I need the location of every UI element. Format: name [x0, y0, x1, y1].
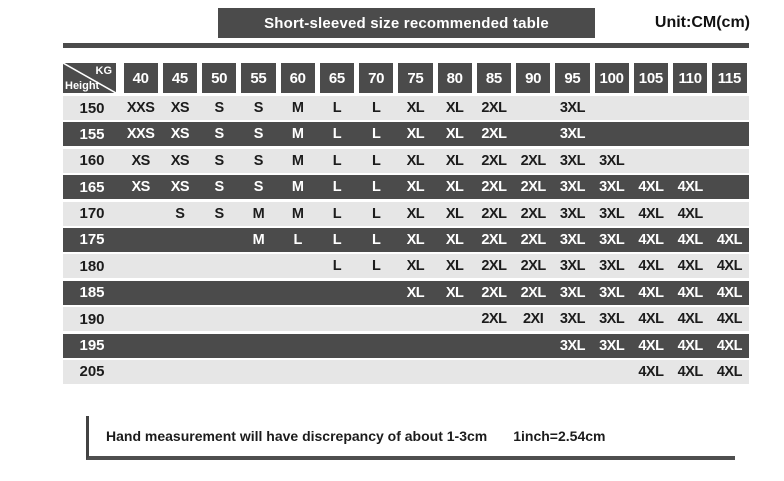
- size-cell: [435, 360, 474, 384]
- size-cell: L: [332, 231, 342, 248]
- size-cell: 2XL: [520, 258, 546, 275]
- weight-col-50: 50: [202, 63, 236, 93]
- weight-col-90: 90: [516, 63, 550, 93]
- size-cell: L: [371, 152, 381, 169]
- size-cell: [160, 228, 199, 252]
- size-cell: 3XL: [559, 152, 585, 169]
- size-cell: [121, 202, 160, 226]
- size-cell: 4XL: [716, 311, 742, 328]
- size-cell: 3XL: [559, 100, 585, 116]
- size-cell: 2XI: [522, 311, 544, 328]
- size-cell: 2XL: [481, 152, 507, 169]
- size-cell: 4XL: [638, 311, 664, 328]
- weight-col-110: 110: [673, 63, 707, 93]
- size-cell: 2XL: [481, 179, 507, 196]
- size-cell: [121, 228, 160, 252]
- size-cell: [592, 96, 631, 120]
- size-cell: M: [291, 179, 304, 196]
- size-cell: L: [371, 231, 381, 248]
- size-cell: 3XL: [599, 231, 625, 248]
- size-cell: XL: [445, 258, 464, 275]
- size-cell: [710, 149, 749, 173]
- table-row-185: [63, 281, 749, 305]
- weight-col-40: 40: [124, 63, 158, 93]
- size-cell: [357, 360, 396, 384]
- size-cell: L: [293, 231, 302, 248]
- corner-height-label: Height: [65, 80, 100, 92]
- height-label-155: 155: [79, 125, 105, 143]
- size-cell: [278, 281, 317, 305]
- size-cell: [474, 334, 513, 358]
- size-cell: [239, 307, 278, 331]
- size-cell: [160, 281, 199, 305]
- top-divider-rule: [63, 43, 749, 48]
- size-cell: 4XL: [677, 337, 703, 354]
- size-cell: [710, 96, 749, 120]
- weight-col-95: 95: [555, 63, 589, 93]
- size-cell: 3XL: [599, 311, 625, 328]
- size-cell: [278, 334, 317, 358]
- size-cell: [396, 334, 435, 358]
- size-cell: 2XL: [481, 258, 507, 275]
- table-row-175: [63, 228, 749, 252]
- size-cell: 3XL: [599, 179, 625, 196]
- size-cell: L: [332, 100, 342, 116]
- size-cell: [160, 360, 199, 384]
- size-cell: 2XL: [481, 231, 507, 248]
- size-cell: [435, 334, 474, 358]
- size-cell: 4XL: [716, 258, 742, 275]
- size-cell: L: [332, 258, 342, 275]
- weight-col-70: 70: [359, 63, 393, 93]
- size-cell: 4XL: [716, 284, 742, 301]
- size-cell: 4XL: [677, 311, 703, 328]
- size-cell: 4XL: [638, 363, 664, 380]
- size-cell: [121, 254, 160, 278]
- size-cell: L: [332, 152, 342, 169]
- size-cell: [631, 96, 670, 120]
- size-cell: [278, 307, 317, 331]
- size-cell: 3XL: [599, 337, 625, 354]
- size-cell: XS: [131, 152, 150, 169]
- size-cell: L: [371, 100, 381, 116]
- weight-col-105: 105: [634, 63, 668, 93]
- size-cell: 4XL: [638, 258, 664, 275]
- size-cell: 4XL: [638, 337, 664, 354]
- size-cell: XS: [170, 100, 190, 116]
- size-cell: [121, 307, 160, 331]
- size-cell: [121, 360, 160, 384]
- size-cell: 3XL: [599, 284, 625, 301]
- table-row-165: [63, 175, 749, 199]
- size-cell: XS: [170, 126, 190, 143]
- height-label-175: 175: [79, 231, 105, 249]
- size-cell: S: [214, 205, 224, 222]
- weight-col-80: 80: [438, 63, 472, 93]
- table-row-160: [63, 149, 749, 173]
- table-row-190: [63, 307, 749, 331]
- size-cell: XL: [406, 126, 425, 143]
- size-cell: M: [291, 100, 304, 116]
- corner-kg-label: KG: [95, 65, 112, 77]
- table-row-205: [63, 360, 749, 384]
- size-cell: 2XL: [520, 179, 546, 196]
- weight-col-75: 75: [398, 63, 432, 93]
- size-cell: 4XL: [716, 363, 742, 380]
- size-cell: S: [214, 152, 224, 169]
- size-cell: [317, 281, 356, 305]
- table-row-170: [63, 202, 749, 226]
- size-cell: XL: [406, 152, 425, 169]
- size-cell: 4XL: [638, 231, 664, 248]
- size-cell: 3XL: [599, 205, 625, 222]
- size-cell: [121, 334, 160, 358]
- size-cell: [239, 334, 278, 358]
- size-cell: [710, 122, 749, 146]
- size-cell: [160, 254, 199, 278]
- size-cell: 4XL: [638, 205, 664, 222]
- height-label-150: 150: [79, 99, 105, 117]
- size-cell: XXS: [126, 100, 155, 116]
- size-cell: [200, 307, 239, 331]
- size-cell: L: [332, 179, 342, 196]
- size-cell: [317, 360, 356, 384]
- size-cell: 3XL: [559, 126, 585, 143]
- size-cell: L: [371, 179, 381, 196]
- size-cell: 2XL: [481, 284, 507, 301]
- size-cell: 3XL: [559, 311, 585, 328]
- size-cell: 4XL: [677, 179, 703, 196]
- size-cell: [631, 122, 670, 146]
- size-cell: L: [371, 258, 381, 275]
- size-cell: [514, 122, 553, 146]
- size-cell: 2XL: [520, 152, 546, 169]
- size-cell: XL: [406, 205, 425, 222]
- size-cell: S: [214, 126, 224, 143]
- size-cell: XL: [406, 179, 425, 196]
- size-cell: [671, 96, 710, 120]
- size-cell: 4XL: [638, 284, 664, 301]
- size-cell: 2XL: [481, 205, 507, 222]
- size-cell: S: [253, 100, 263, 116]
- size-cell: 3XL: [559, 258, 585, 275]
- weight-col-85: 85: [477, 63, 511, 93]
- corner-cell: [63, 63, 116, 93]
- size-cell: XL: [406, 231, 425, 248]
- size-cell: [200, 334, 239, 358]
- size-cell: 3XL: [559, 231, 585, 248]
- height-label-160: 160: [79, 152, 105, 170]
- size-cell: [435, 307, 474, 331]
- size-cell: [474, 360, 513, 384]
- weight-col-60: 60: [281, 63, 315, 93]
- size-cell: S: [253, 126, 263, 143]
- size-cell: [200, 360, 239, 384]
- height-label-165: 165: [79, 178, 105, 196]
- size-cell: [239, 254, 278, 278]
- size-cell: [592, 360, 631, 384]
- size-cell: [317, 334, 356, 358]
- height-label-180: 180: [79, 257, 105, 275]
- size-cell: [357, 281, 396, 305]
- size-cell: 2XL: [520, 205, 546, 222]
- inch-conversion-note: 1inch=2.54cm: [513, 428, 606, 444]
- size-table: [63, 63, 749, 386]
- size-cell: [592, 122, 631, 146]
- size-cell: [239, 281, 278, 305]
- size-cell: 4XL: [677, 258, 703, 275]
- table-row-195: [63, 334, 749, 358]
- weight-col-65: 65: [320, 63, 354, 93]
- height-label-170: 170: [79, 205, 105, 223]
- size-cell: XS: [131, 179, 150, 196]
- size-cell: 4XL: [677, 363, 703, 380]
- size-cell: 2XL: [481, 311, 507, 328]
- size-cell: 3XL: [599, 258, 625, 275]
- size-cell: [121, 281, 160, 305]
- size-cell: [671, 149, 710, 173]
- size-cell: S: [214, 100, 224, 116]
- size-cell: 4XL: [677, 284, 703, 301]
- size-cell: 4XL: [677, 205, 703, 222]
- size-cell: [631, 149, 670, 173]
- unit-label: Unit:CM(cm): [654, 14, 750, 31]
- size-cell: [357, 307, 396, 331]
- size-cell: 2XL: [520, 284, 546, 301]
- weight-col-45: 45: [163, 63, 197, 93]
- size-cell: [514, 360, 553, 384]
- size-cell: [200, 228, 239, 252]
- size-cell: M: [291, 152, 304, 169]
- size-cell: XL: [445, 231, 464, 248]
- size-cell: 2XL: [481, 100, 507, 116]
- size-cell: L: [332, 205, 342, 222]
- size-cell: [357, 334, 396, 358]
- size-cell: XL: [406, 100, 425, 116]
- size-cell: 2XL: [520, 231, 546, 248]
- size-cell: XL: [445, 205, 464, 222]
- size-cell: XL: [445, 284, 464, 301]
- size-cell: [514, 96, 553, 120]
- size-cell: 4XL: [638, 179, 664, 196]
- size-cell: XL: [445, 126, 464, 143]
- weight-col-55: 55: [241, 63, 275, 93]
- table-row-155: [63, 122, 749, 146]
- size-cell: [396, 360, 435, 384]
- size-cell: S: [214, 179, 224, 196]
- size-cell: S: [253, 179, 263, 196]
- size-cell: [396, 307, 435, 331]
- size-cell: L: [371, 126, 381, 143]
- size-cell: 3XL: [559, 179, 585, 196]
- weight-col-100: 100: [595, 63, 629, 93]
- size-cell: M: [252, 205, 265, 222]
- page-title-text: Short-sleeved size recommended table: [264, 14, 549, 32]
- size-cell: [200, 281, 239, 305]
- height-label-195: 195: [79, 337, 105, 355]
- size-cell: S: [253, 152, 263, 169]
- size-cell: [200, 254, 239, 278]
- size-cell: 3XL: [559, 205, 585, 222]
- size-cell: M: [252, 231, 265, 248]
- measurement-note: Hand measurement will have discrepancy of about 1-3cm: [106, 428, 488, 444]
- footer-note-box: [86, 416, 735, 460]
- size-cell: [710, 175, 749, 199]
- size-cell: M: [291, 205, 304, 222]
- size-cell: XS: [170, 152, 190, 169]
- size-cell: 3XL: [559, 284, 585, 301]
- size-cell: [317, 307, 356, 331]
- size-cell: L: [371, 205, 381, 222]
- table-header-row: [63, 63, 749, 93]
- size-cell: [160, 307, 199, 331]
- table-row-180: [63, 254, 749, 278]
- size-cell: [278, 360, 317, 384]
- size-cell: 4XL: [716, 337, 742, 354]
- size-cell: M: [291, 126, 304, 143]
- size-cell: XL: [406, 284, 425, 301]
- table-row-150: [63, 96, 749, 120]
- size-cell: 3XL: [559, 337, 585, 354]
- size-cell: XXS: [126, 126, 155, 143]
- size-cell: L: [332, 126, 342, 143]
- height-label-190: 190: [79, 310, 105, 328]
- size-cell: XL: [406, 258, 425, 275]
- size-cell: [514, 334, 553, 358]
- size-cell: 4XL: [677, 231, 703, 248]
- weight-col-115: 115: [712, 63, 746, 93]
- size-cell: [160, 334, 199, 358]
- size-cell: 4XL: [716, 231, 742, 248]
- size-cell: XL: [445, 100, 464, 116]
- size-cell: [671, 122, 710, 146]
- size-cell: [239, 360, 278, 384]
- size-cell: [278, 254, 317, 278]
- size-cell: XL: [445, 152, 464, 169]
- size-cell: XS: [170, 179, 190, 196]
- size-cell: 2XL: [481, 126, 507, 143]
- size-cell: [553, 360, 592, 384]
- size-cell: S: [175, 205, 185, 222]
- height-label-205: 205: [79, 363, 105, 381]
- page-title: [218, 8, 595, 38]
- size-cell: 3XL: [599, 152, 625, 169]
- size-cell: [710, 202, 749, 226]
- size-cell: XL: [445, 179, 464, 196]
- height-label-185: 185: [79, 284, 105, 302]
